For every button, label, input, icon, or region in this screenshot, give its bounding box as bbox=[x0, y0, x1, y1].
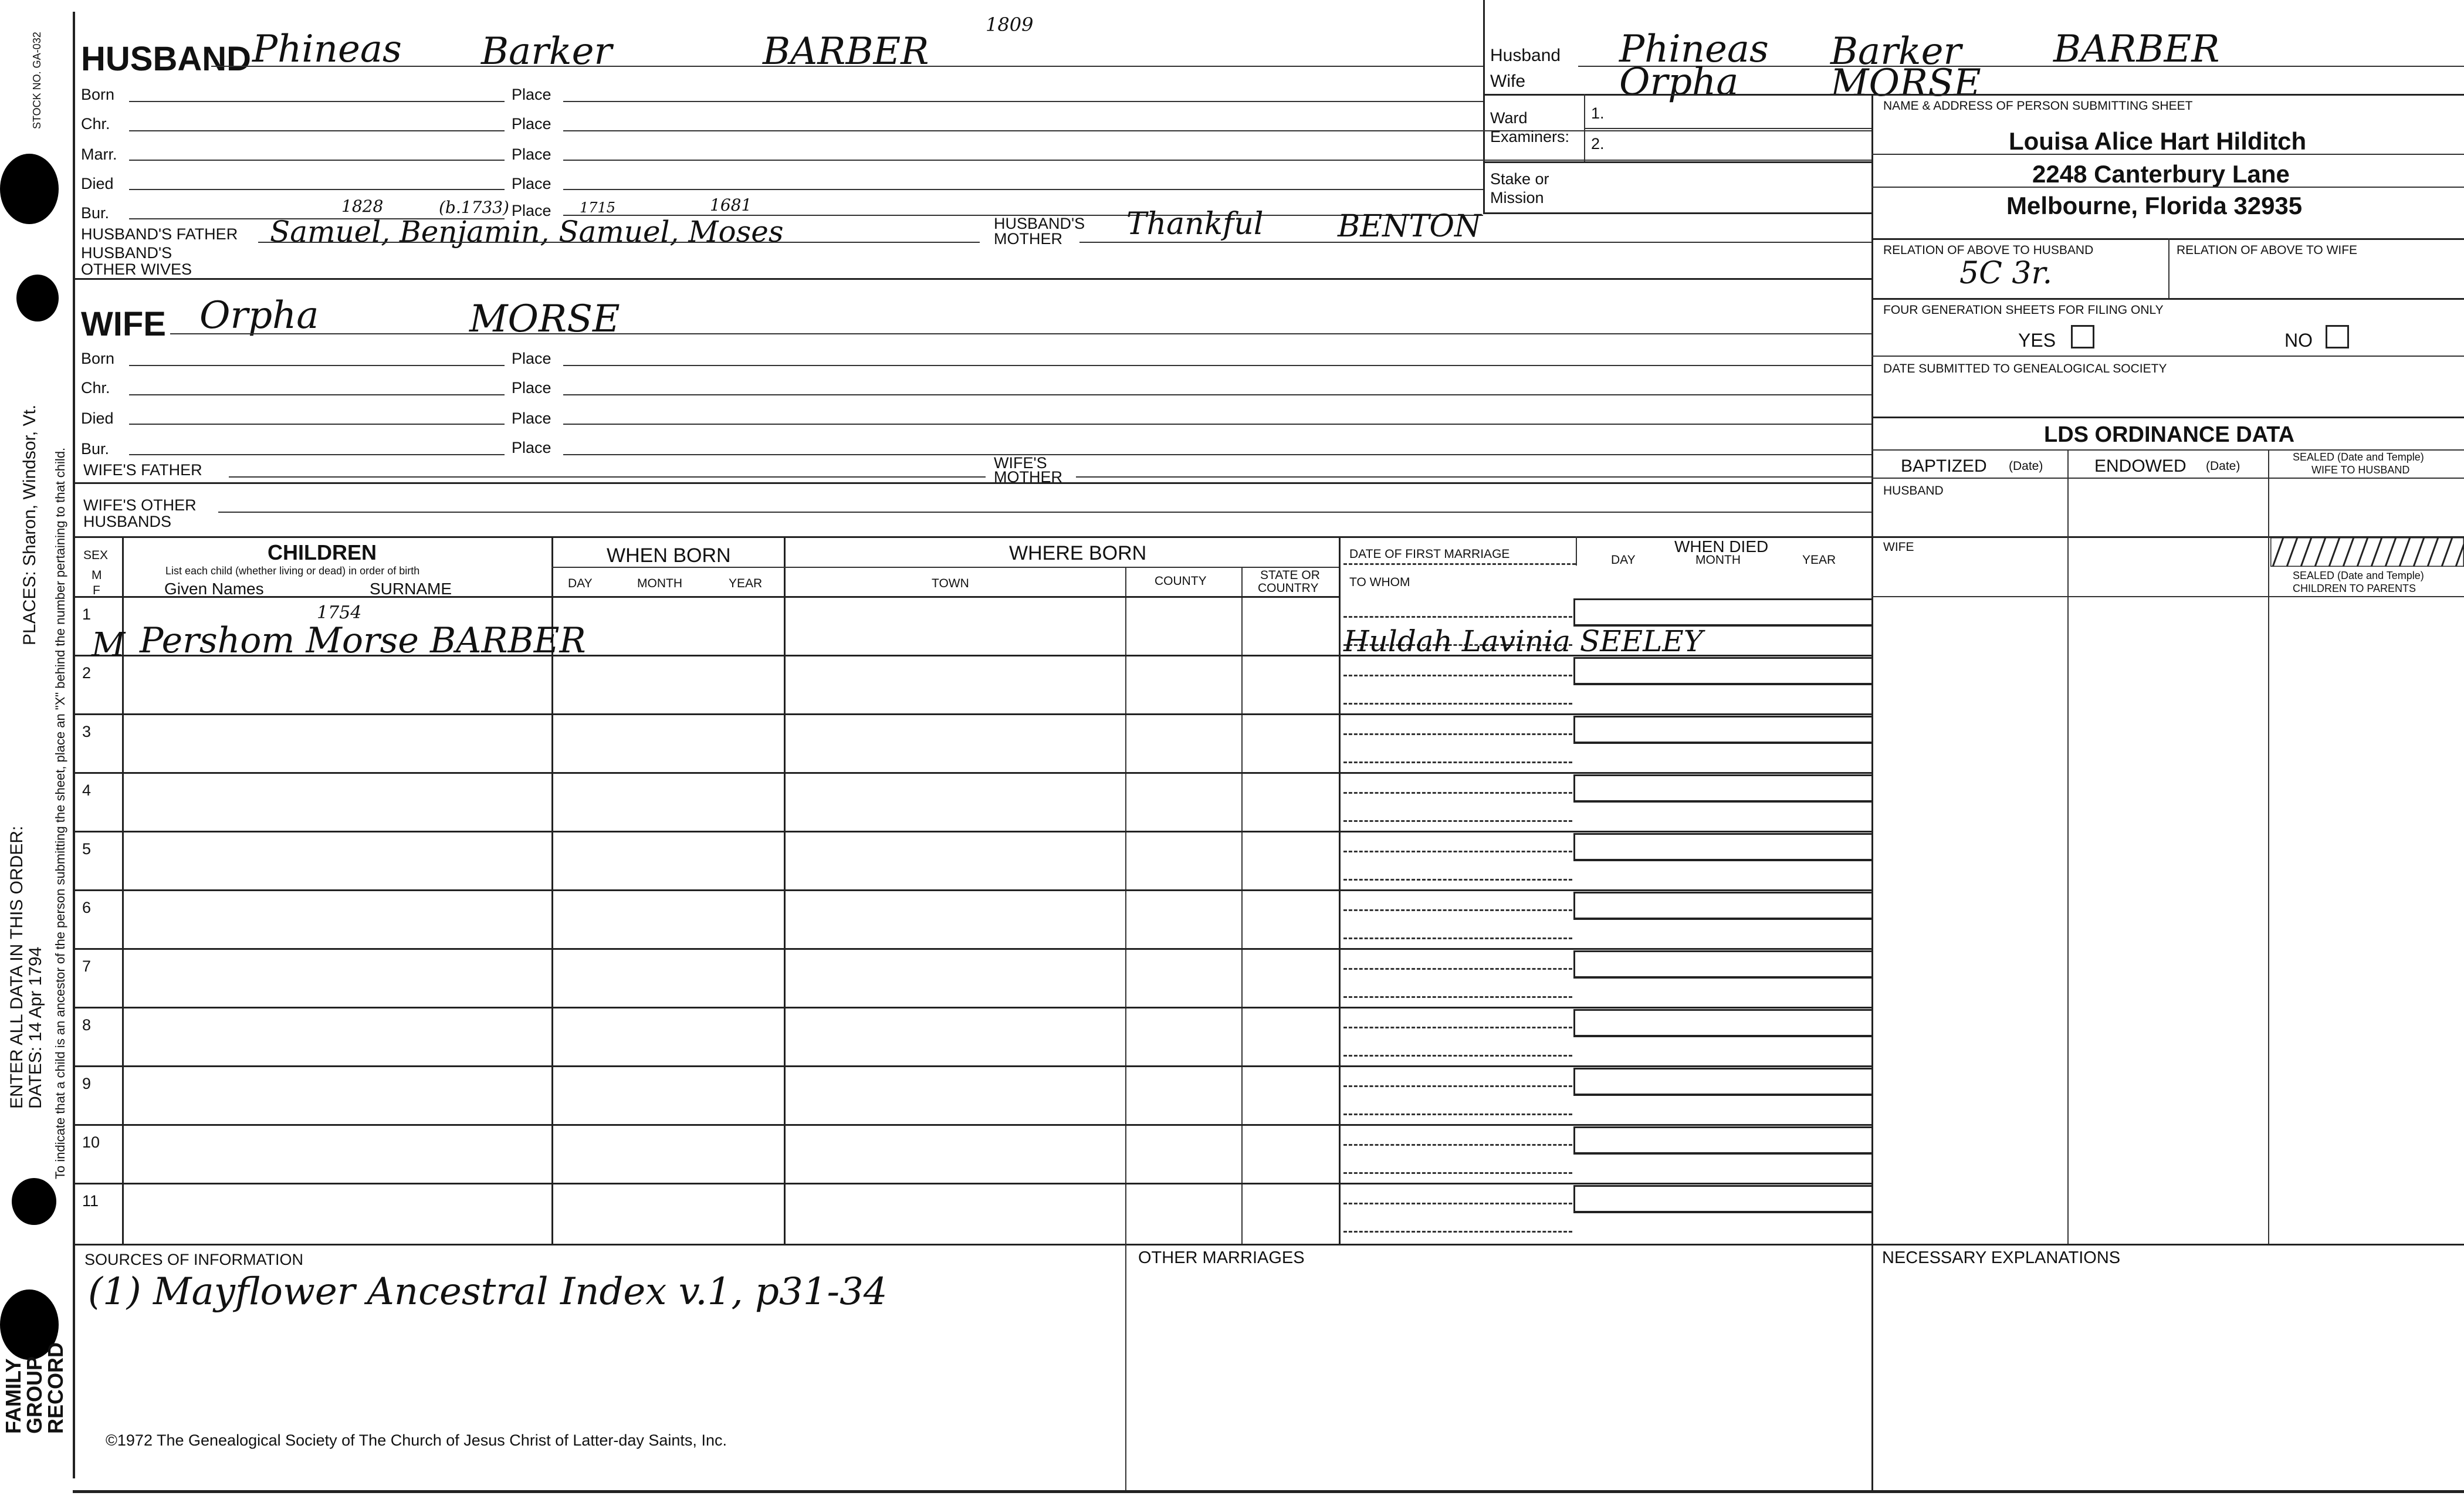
husband-other-wives-label-2: OTHER WIVES bbox=[81, 260, 192, 278]
child-row-line bbox=[73, 1124, 1871, 1126]
husband-born-place-line bbox=[563, 101, 1483, 102]
four-gen-bottom bbox=[1871, 356, 2464, 357]
died-bracket bbox=[1573, 1126, 1871, 1155]
right-husband-label: Husband bbox=[1490, 46, 1561, 65]
enter-order-instruction: ENTER ALL DATA IN THIS ORDER: bbox=[7, 825, 26, 1109]
child-row-number: 4 bbox=[82, 781, 92, 799]
husband-father-note-2: (b.1733) bbox=[439, 198, 509, 217]
to-whom-dash bbox=[1343, 996, 1572, 998]
right-wife-surname: MORSE bbox=[1830, 62, 1981, 105]
husband-died-place-line bbox=[563, 189, 1483, 190]
husband-marr-line bbox=[129, 160, 505, 161]
first-marriage-label: DATE OF FIRST MARRIAGE bbox=[1349, 547, 1510, 561]
child-1-sex: M bbox=[92, 626, 126, 664]
right-husband-middle: Barker bbox=[1830, 30, 1962, 73]
lds-col-1 bbox=[2067, 449, 2069, 1244]
lds-husband-row: HUSBAND bbox=[1883, 484, 1944, 497]
wife-surname: MORSE bbox=[469, 297, 620, 341]
wife-mother-label-1: WIFE'S bbox=[994, 454, 1047, 472]
wife-other-husbands-label-2: HUSBANDS bbox=[83, 513, 172, 530]
child-row-number: 9 bbox=[82, 1075, 92, 1092]
wife-mother-line bbox=[1076, 476, 1871, 478]
died-month-label: MONTH bbox=[1695, 553, 1741, 567]
examiner-mid-line bbox=[1584, 128, 1871, 129]
right-husband-given: Phineas bbox=[1619, 28, 1769, 71]
marriage-date-dash bbox=[1343, 1085, 1572, 1087]
marriage-date-dash bbox=[1343, 733, 1572, 735]
form-title-family: FAMILY bbox=[1, 1358, 25, 1434]
child-row-number: 1 bbox=[82, 605, 92, 623]
wife-given: Orpha bbox=[199, 294, 319, 337]
child-1-name: Pershom Morse BARBER bbox=[140, 620, 586, 661]
lds-sealed-2: WIFE TO HUSBAND bbox=[2311, 464, 2410, 476]
form-title-record: RECORD bbox=[43, 1342, 67, 1434]
when-born-label: WHEN BORN bbox=[607, 544, 731, 567]
wife-father-bottom bbox=[73, 482, 1871, 484]
yes-checkbox[interactable] bbox=[2071, 325, 2094, 348]
submitter-city: Melbourne, Florida 32935 bbox=[2006, 192, 2303, 219]
husband-father-note-3: 1715 bbox=[580, 199, 616, 216]
died-bracket bbox=[1573, 657, 1871, 685]
bottom-divider bbox=[1125, 1244, 1126, 1490]
ward-label: Ward bbox=[1490, 109, 1528, 127]
husband-chr-place-label: Place bbox=[512, 115, 551, 133]
marriage-date-dash bbox=[1343, 1027, 1572, 1028]
to-whom-dash bbox=[1343, 820, 1572, 822]
died-day-label: DAY bbox=[1611, 553, 1636, 567]
sources-value: (1) Mayflower Ancestral Index v.1, p31-34 bbox=[88, 1270, 888, 1314]
no-label: NO bbox=[2284, 330, 2313, 351]
died-bracket bbox=[1573, 598, 1871, 627]
examiner-1: 1. bbox=[1591, 104, 1605, 122]
husband-father-note-1: 1828 bbox=[341, 197, 384, 216]
died-bracket bbox=[1573, 892, 1871, 920]
relation-husband-label: RELATION OF ABOVE TO HUSBAND bbox=[1883, 243, 2094, 257]
marriage-date-dash bbox=[1343, 851, 1572, 852]
husband-mother-label-1: HUSBAND'S bbox=[994, 215, 1085, 232]
husband-year-note: 1809 bbox=[986, 13, 1034, 36]
husband-middle: Barker bbox=[481, 30, 612, 73]
wife-chr-label: Chr. bbox=[81, 379, 110, 397]
wife-mother-label-2: MOTHER bbox=[994, 468, 1062, 486]
date-submitted-label: DATE SUBMITTED TO GENEALOGICAL SOCIETY bbox=[1883, 362, 2167, 375]
marriage-date-dash bbox=[1343, 792, 1572, 794]
to-whom-dash bbox=[1343, 937, 1572, 939]
wife-died-label: Died bbox=[81, 409, 114, 427]
husband-section-bottom bbox=[73, 278, 1871, 280]
died-bracket bbox=[1573, 833, 1871, 861]
yes-label: YES bbox=[2018, 330, 2056, 351]
month-label: MONTH bbox=[637, 577, 682, 590]
died-bracket bbox=[1573, 1009, 1871, 1037]
husband-mother-label-2: MOTHER bbox=[994, 230, 1062, 248]
sex-f: F bbox=[93, 584, 100, 597]
died-bracket bbox=[1573, 1185, 1871, 1213]
husband-bur-label: Bur. bbox=[81, 204, 110, 222]
child-1-note: 1754 bbox=[317, 603, 362, 623]
lds-children-header-bottom bbox=[1871, 596, 2464, 597]
husband-marr-place-label: Place bbox=[512, 145, 551, 163]
child-row-line bbox=[73, 772, 1871, 774]
child-row-number: 5 bbox=[82, 840, 92, 858]
stock-number: STOCK NO. GA-032 bbox=[31, 32, 43, 129]
given-names-label: Given Names bbox=[164, 580, 264, 598]
marriage-date-dash bbox=[1343, 616, 1572, 618]
right-wife-given: Orpha bbox=[1619, 60, 1739, 104]
submitter-divider bbox=[1871, 94, 1873, 1490]
left-border bbox=[73, 12, 75, 1478]
punch-hole-1 bbox=[0, 154, 59, 224]
husband-father-label: HUSBAND'S FATHER bbox=[81, 225, 238, 243]
husband-other-wives-label-1: HUSBAND'S bbox=[81, 244, 172, 262]
surname-label: SURNAME bbox=[370, 580, 452, 598]
lds-col-2 bbox=[2268, 449, 2269, 1244]
examiner-2: 2. bbox=[1591, 135, 1605, 153]
lds-title: LDS ORDINANCE DATA bbox=[2044, 422, 2295, 447]
husband-marr-place-line bbox=[563, 160, 1871, 161]
submitter-street: 2248 Canterbury Lane bbox=[2032, 160, 2290, 188]
to-whom-dash bbox=[1343, 1055, 1572, 1057]
examiners-label: Examiners: bbox=[1490, 128, 1570, 145]
to-whom-dash bbox=[1343, 761, 1572, 763]
wife-section-bottom bbox=[73, 536, 2464, 538]
relation-bottom bbox=[1871, 298, 2464, 300]
marriage-date-dash bbox=[1343, 1203, 1572, 1204]
husband-surname: BARBER bbox=[763, 30, 929, 73]
child-row-line bbox=[73, 948, 1871, 950]
stake-label: Stake or bbox=[1490, 170, 1549, 188]
sex-m: M bbox=[92, 568, 102, 582]
child-row-line bbox=[73, 831, 1871, 832]
when-born-rule bbox=[551, 567, 784, 568]
examiners-bottom bbox=[1483, 161, 1871, 163]
punch-hole-3 bbox=[12, 1178, 56, 1225]
child-row-number: 11 bbox=[82, 1192, 99, 1210]
punch-hole-2 bbox=[16, 275, 59, 321]
county-label: COUNTY bbox=[1155, 574, 1207, 588]
husband-born-label: Born bbox=[81, 86, 115, 103]
marriage-date-dash bbox=[1343, 968, 1572, 970]
died-year-label: YEAR bbox=[1802, 553, 1836, 567]
lds-title-bottom bbox=[1871, 449, 2464, 451]
submitter-line-1 bbox=[1871, 154, 2464, 155]
died-bracket bbox=[1573, 1068, 1871, 1096]
husband-born-line bbox=[129, 101, 505, 102]
wife-died-place-label: Place bbox=[512, 409, 551, 427]
lds-sealed-1: SEALED (Date and Temple) bbox=[2293, 451, 2424, 463]
wife-died-line bbox=[129, 424, 505, 425]
child-row-number: 3 bbox=[82, 723, 92, 740]
died-bracket bbox=[1573, 716, 1871, 744]
submitter-name: Louisa Alice Hart Hilditch bbox=[2009, 127, 2307, 155]
table-bottom bbox=[73, 1244, 2464, 1245]
no-checkbox[interactable] bbox=[2326, 325, 2349, 348]
to-whom-dash bbox=[1343, 703, 1572, 705]
hatched-cell bbox=[2270, 537, 2464, 567]
husband-bur-place-label: Place bbox=[512, 202, 551, 219]
child-row-number: 10 bbox=[82, 1133, 100, 1151]
husband-chr-label: Chr. bbox=[81, 115, 110, 133]
to-whom-dash bbox=[1343, 1113, 1572, 1115]
copyright-text: ©1972 The Genealogical Society of The Church of Jesus Christ of Latter-day Saints, Inc. bbox=[106, 1431, 727, 1449]
places-instruction: PLACES: Sharon, Windsor, Vt. bbox=[20, 404, 39, 645]
lds-endowed-date: (Date) bbox=[2206, 459, 2240, 473]
child-1-spouse: Huldah Lavinia SEELEY bbox=[1343, 624, 1703, 658]
day-label: DAY bbox=[568, 577, 593, 590]
child-row-line bbox=[73, 1183, 1871, 1184]
wife-name-line bbox=[170, 333, 1871, 334]
col-county bbox=[1125, 567, 1126, 1244]
marriage-header-dash bbox=[1343, 563, 1576, 565]
child-row-number: 6 bbox=[82, 899, 92, 916]
marriage-date-dash bbox=[1343, 909, 1572, 911]
sources-label: SOURCES OF INFORMATION bbox=[84, 1251, 304, 1268]
husband-mother-value: Thankful bbox=[1126, 207, 1264, 242]
other-marriages-label: OTHER MARRIAGES bbox=[1138, 1248, 1305, 1267]
wife-other-husbands-label-1: WIFE'S OTHER bbox=[83, 496, 197, 514]
husband-died-label: Died bbox=[81, 175, 114, 192]
husband-mother-line bbox=[1079, 242, 1871, 243]
stake-bottom bbox=[1483, 212, 1871, 214]
wife-father-line bbox=[229, 476, 986, 478]
marriage-date-dash bbox=[1343, 675, 1572, 676]
col-state bbox=[1241, 567, 1243, 1244]
husband-chr-place-line bbox=[563, 130, 1871, 131]
submitter-bottom bbox=[1871, 238, 2464, 240]
child-row-line bbox=[73, 889, 1871, 891]
right-wife-line bbox=[1483, 94, 2464, 96]
to-whom-label: TO WHOM bbox=[1349, 576, 1410, 589]
right-husband-surname: BARBER bbox=[2053, 28, 2220, 71]
child-row-number: 7 bbox=[82, 957, 92, 975]
sex-label: SEX bbox=[83, 549, 109, 562]
child-row-number: 8 bbox=[82, 1016, 92, 1034]
explanations-label: NECESSARY EXPLANATIONS bbox=[1882, 1248, 2121, 1267]
submitter-line-2 bbox=[1871, 187, 2464, 188]
child-row-line bbox=[73, 713, 1871, 715]
lds-wife-row: WIFE bbox=[1883, 540, 1914, 554]
children-label: CHILDREN bbox=[268, 540, 377, 564]
husband-died-place-label: Place bbox=[512, 175, 551, 192]
wife-chr-place-label: Place bbox=[512, 379, 551, 397]
wife-bur-label: Bur. bbox=[81, 440, 110, 458]
when-died-label: WHEN DIED bbox=[1674, 537, 1769, 556]
husband-given: Phineas bbox=[252, 28, 402, 71]
wife-bur-place-line bbox=[563, 454, 1871, 455]
husband-label: HUSBAND bbox=[81, 40, 251, 78]
child-row-line bbox=[73, 1007, 1871, 1008]
died-bracket bbox=[1573, 950, 1871, 979]
husband-marr-label: Marr. bbox=[81, 145, 117, 163]
child-row-line bbox=[73, 1065, 1871, 1067]
indicate-instruction: To indicate that a child is an ancestor of the person submitting the sheet, place an "X" behind the number pertaining to that child. bbox=[53, 447, 67, 1179]
husband-chr-line bbox=[129, 130, 505, 131]
wife-born-label: Born bbox=[81, 350, 115, 367]
relation-husband-value: 5C 3r. bbox=[1959, 256, 2053, 291]
wife-chr-line bbox=[129, 394, 505, 395]
col-died bbox=[1576, 536, 1577, 566]
husband-died-line bbox=[129, 189, 505, 190]
where-born-label: WHERE BORN bbox=[1009, 542, 1147, 564]
mission-label: Mission bbox=[1490, 189, 1544, 207]
husband-name-line bbox=[211, 66, 1483, 67]
state-label-2: COUNTRY bbox=[1258, 581, 1319, 595]
lds-sealed-children-2: CHILDREN TO PARENTS bbox=[2293, 583, 2416, 594]
died-bracket bbox=[1573, 774, 1871, 803]
relation-wife-label: RELATION OF ABOVE TO WIFE bbox=[2177, 243, 2358, 257]
lds-header-bottom bbox=[1871, 478, 2464, 479]
children-note: List each child (whether living or dead) in order of birth bbox=[165, 565, 420, 577]
table-header-bottom bbox=[73, 596, 1339, 598]
date-submitted-bottom bbox=[1871, 417, 2464, 418]
wife-bur-line bbox=[129, 454, 505, 455]
marriage-date-dash bbox=[1343, 1144, 1572, 1146]
husband-father-value: Samuel, Benjamin, Samuel, Moses bbox=[270, 215, 784, 249]
wife-father-label: WIFE'S FATHER bbox=[83, 461, 202, 479]
form-title-group: GROUP bbox=[22, 1356, 46, 1434]
child-row-number: 2 bbox=[82, 664, 92, 682]
town-label: TOWN bbox=[932, 577, 969, 590]
bottom-border bbox=[73, 1490, 2464, 1493]
wife-label: WIFE bbox=[81, 305, 166, 343]
wife-other-husbands-line bbox=[218, 512, 1871, 513]
lds-baptized: BAPTIZED bbox=[1901, 456, 1987, 476]
right-wife-label: Wife bbox=[1490, 72, 1525, 91]
lds-baptized-date: (Date) bbox=[2009, 459, 2043, 473]
state-label-1: STATE OR bbox=[1260, 568, 1320, 582]
wife-died-place-line bbox=[563, 424, 1871, 425]
lds-sealed-children-1: SEALED (Date and Temple) bbox=[2293, 570, 2424, 581]
to-whom-dash bbox=[1343, 1172, 1572, 1174]
lds-endowed: ENDOWED bbox=[2094, 456, 2187, 476]
husband-mother-surname: BENTON bbox=[1338, 209, 1481, 244]
where-born-rule bbox=[784, 567, 1339, 568]
dates-instruction: DATES: 14 Apr 1794 bbox=[26, 946, 45, 1109]
wife-born-place-label: Place bbox=[512, 350, 551, 367]
wife-bur-place-label: Place bbox=[512, 439, 551, 456]
husband-born-place-label: Place bbox=[512, 86, 551, 103]
husband-father-line bbox=[258, 242, 980, 243]
wife-born-place-line bbox=[563, 365, 1871, 366]
four-gen-label: FOUR GENERATION SHEETS FOR FILING ONLY bbox=[1883, 303, 2164, 317]
submitter-label: NAME & ADDRESS OF PERSON SUBMITTING SHEET bbox=[1883, 99, 2193, 113]
year-label: YEAR bbox=[729, 577, 763, 590]
to-whom-dash bbox=[1343, 879, 1572, 881]
wife-born-line bbox=[129, 365, 505, 366]
to-whom-dash bbox=[1343, 1231, 1572, 1233]
relation-divider bbox=[2168, 238, 2169, 299]
wife-chr-place-line bbox=[563, 394, 1871, 395]
husband-father-note-4: 1681 bbox=[710, 195, 752, 215]
right-section-divider bbox=[1483, 0, 1485, 214]
